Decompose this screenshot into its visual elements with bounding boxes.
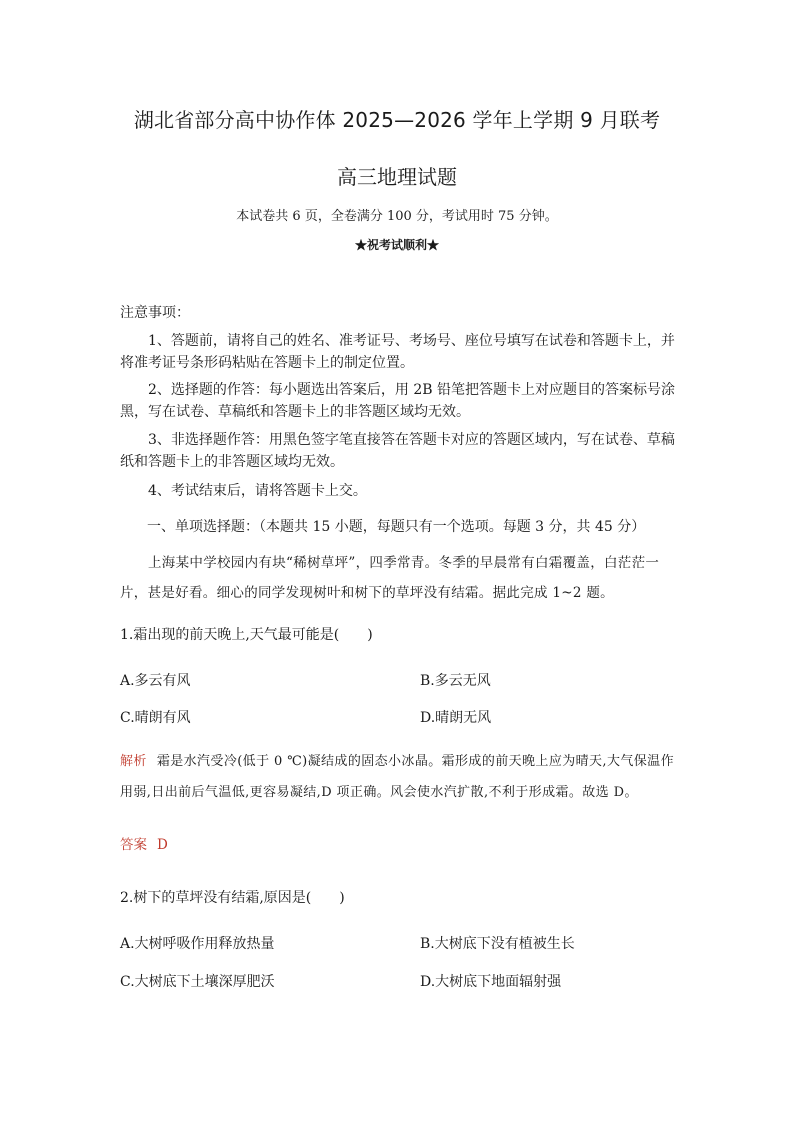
question-2: 2.树下的草坪没有结霜,原因是( ) — [120, 890, 345, 906]
q1-option-c: C.晴朗有风 — [120, 710, 191, 726]
analysis-label: 解析 — [120, 754, 147, 769]
q1-answer — [120, 833, 168, 853]
good-luck-line: ★祝考试顺利★ — [354, 238, 439, 252]
q2-option-c: C.大树底下土壤深厚肥沃 — [120, 974, 275, 990]
note-item-2 — [120, 379, 680, 423]
q2-option-d: D.大树底下地面辐射强 — [420, 974, 562, 990]
note-item-3-text: 3、非选择题作答：用黑色签字笔直接答在答题卡对应的答题区域内，写在试卷、草稿纸和答题卡上的非答题区域均无效。 — [120, 432, 675, 470]
q1-analysis — [120, 746, 685, 808]
notes-heading: 注意事项： — [120, 305, 190, 321]
analysis-text: 霜是水汽受冷(低于 0 ℃)凝结成的固态小冰晶。霜形成的前天晚上应为晴天,大气保温作用弱,日出前后气温低,更容易凝结,D 项正确。风会使水汽扩散,不利于形成霜。故选 D。 — [120, 754, 674, 800]
note-item-1 — [120, 330, 680, 374]
exam-info: 本试卷共 6 页，全卷满分 100 分，考试用时 75 分钟。 — [236, 209, 558, 224]
question-1: 1.霜出现的前天晚上,天气最可能是( ) — [120, 627, 373, 643]
section-heading: 一、单项选择题：（本题共 15 小题，每题只有一个选项。每题 3 分，共 45 分） — [147, 519, 646, 535]
question-stem-text: 上海某中学校园内有块“稀树草坪”，四季常青。冬季的早晨常有白霜覆盖，白茫茫一片，甚是好看。细心的同学发现树叶和树下的草坪没有结霜。据此完成 1~2 题。 — [120, 555, 660, 601]
answer-label: 答案 — [120, 837, 147, 853]
q1-option-a: A.多云有风 — [120, 673, 191, 689]
note-item-4 — [120, 480, 680, 502]
note-item-4-text: 4、考试结束后，请将答题卡上交。 — [148, 483, 367, 499]
note-item-3 — [120, 429, 680, 473]
q2-option-b: B.大树底下没有植被生长 — [420, 936, 575, 952]
note-item-2-text: 2、选择题的作答：每小题选出答案后，用 2B 铅笔把答题卡上对应题目的答案标号涂黑，写在试卷、草稿纸和答题卡上的非答题区域均无效。 — [120, 382, 676, 420]
exam-subtitle: 高三地理试题 — [337, 165, 457, 189]
question-stem — [120, 548, 685, 608]
exam-title: 湖北省部分高中协作体 2025—2026 学年上学期 9 月联考 — [133, 108, 661, 132]
q2-option-a: A.大树呼吸作用释放热量 — [120, 936, 275, 952]
q1-option-b: B.多云无风 — [420, 673, 491, 689]
answer-value: D — [157, 837, 168, 853]
note-item-1-text: 1、答题前，请将自己的姓名、准考证号、考场号、座位号填写在试卷和答题卡上，并将准考证号条形码粘贴在答题卡上的制定位置。 — [120, 333, 675, 371]
q1-option-d: D.晴朗无风 — [420, 710, 492, 726]
